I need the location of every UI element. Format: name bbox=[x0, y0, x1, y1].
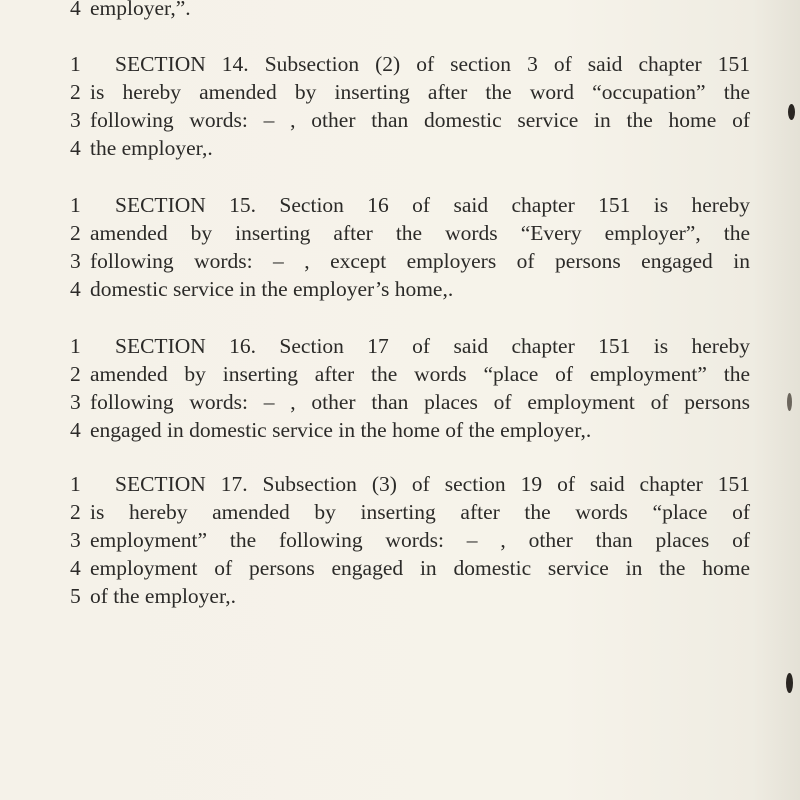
line-text: SECTION 15. Section 16 of said chapter 151 is hereby bbox=[115, 193, 750, 217]
line-text: amended by inserting after the words “Every employer”, the bbox=[90, 221, 750, 245]
line-number: 1 bbox=[70, 52, 81, 76]
binding-mark bbox=[788, 104, 795, 120]
section-line bbox=[70, 582, 750, 610]
section-line bbox=[70, 360, 750, 388]
binding-mark bbox=[786, 673, 793, 693]
line-number: 3 bbox=[70, 249, 81, 273]
line-number: 4 bbox=[70, 418, 81, 442]
line-number: 2 bbox=[70, 362, 81, 386]
line-text: engaged in domestic service in the home of the employer,. bbox=[90, 418, 592, 442]
line-number: 1 bbox=[70, 193, 81, 217]
section-line bbox=[70, 191, 750, 219]
line-text: the employer,. bbox=[90, 136, 213, 160]
section-line bbox=[70, 526, 750, 554]
line-text: is hereby amended by inserting after the word “occupation” the bbox=[90, 80, 750, 104]
section-line bbox=[70, 219, 750, 247]
line-text: following words: – , other than domestic service in the home of bbox=[90, 108, 750, 132]
line-number: 2 bbox=[70, 500, 81, 524]
section-line bbox=[70, 134, 750, 162]
line-number: 3 bbox=[70, 528, 81, 552]
fragment-line bbox=[70, 0, 750, 22]
section-line bbox=[70, 388, 750, 416]
section-line bbox=[70, 470, 750, 498]
binding-mark bbox=[787, 393, 792, 411]
line-text: amended by inserting after the words “place of employment” the bbox=[90, 362, 750, 386]
line-number: 5 bbox=[70, 584, 81, 608]
line-text: domestic service in the employer’s home,. bbox=[90, 277, 454, 301]
section-line bbox=[70, 106, 750, 134]
line-number: 3 bbox=[70, 390, 81, 414]
section-line bbox=[70, 50, 750, 78]
line-number: 2 bbox=[70, 221, 81, 245]
line-number: 3 bbox=[70, 108, 81, 132]
line-text: following words: – , except employers of persons engaged in bbox=[90, 249, 750, 273]
line-number: 4 bbox=[70, 556, 81, 580]
line-text: SECTION 14. Subsection (2) of section 3 of said chapter 151 bbox=[115, 52, 750, 76]
line-number: 1 bbox=[70, 334, 81, 358]
line-number: 1 bbox=[70, 472, 81, 496]
section-line bbox=[70, 78, 750, 106]
line-text: employer,”. bbox=[90, 0, 191, 20]
line-number: 4 bbox=[70, 0, 81, 20]
line-text: employment” the following words: – , other than places of bbox=[90, 528, 750, 552]
line-text: SECTION 16. Section 17 of said chapter 151 is hereby bbox=[115, 334, 750, 358]
section-line bbox=[70, 416, 750, 444]
section-line bbox=[70, 332, 750, 360]
line-text: is hereby amended by inserting after the words “place of bbox=[90, 500, 750, 524]
section-line bbox=[70, 247, 750, 275]
line-number: 2 bbox=[70, 80, 81, 104]
line-text: SECTION 17. Subsection (3) of section 19 of said chapter 151 bbox=[115, 472, 750, 496]
line-number: 4 bbox=[70, 136, 81, 160]
line-text: of the employer,. bbox=[90, 584, 237, 608]
line-text: following words: – , other than places of employment of persons bbox=[90, 390, 750, 414]
line-text: employment of persons engaged in domestic service in the home bbox=[90, 556, 750, 580]
line-number: 4 bbox=[70, 277, 81, 301]
section-line bbox=[70, 275, 750, 303]
section-line bbox=[70, 498, 750, 526]
section-line bbox=[70, 554, 750, 582]
